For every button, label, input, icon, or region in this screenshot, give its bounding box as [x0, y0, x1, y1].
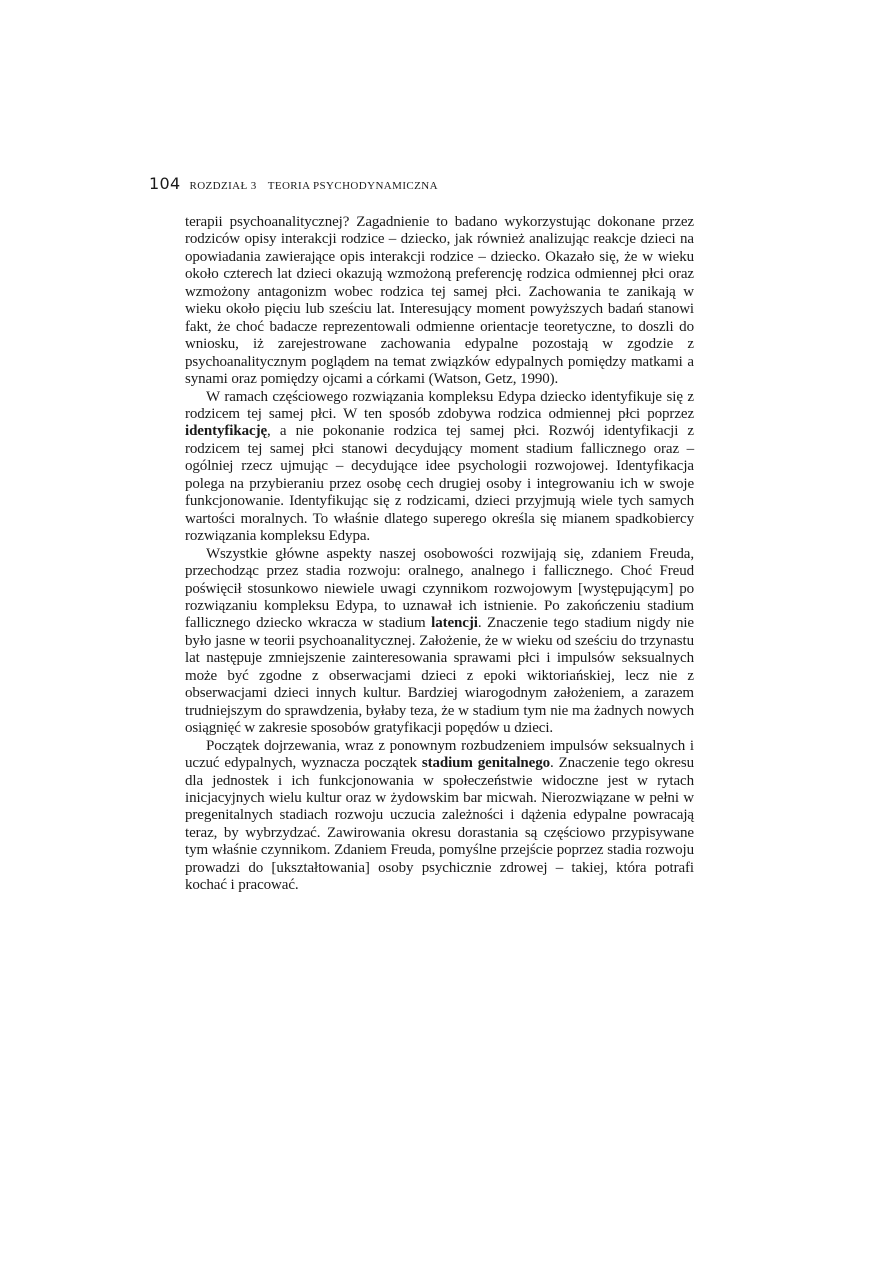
paragraph-text: W ramach częściowego rozwiązania kompleksu Edypa dziecko identyfikuje się z rodzicem tej samej płci. W ten sposób zdobywa rodzica odmiennej płci poprzez — [185, 388, 694, 422]
paragraph-4 — [185, 738, 694, 895]
paragraph-text: . Znaczenie tego okresu dla jednostek i ich funkcjonowania w społeczeństwie widoczne jest w rytach inicjacyjnych wielu kultur oraz w żydowskim bar micwah. Nierozwiązane w pełni w pregenitalnych stadiach rozwoju uczucia zależności i dążenia edypalne powracają teraz, by wybrzydzać. Zawirowania okresu dorastania są częściowo przypisywane tym właśnie czynnikom. Zdaniem Freuda, pomyślne przejście poprzez stadia rozwoju prowadzi do [ukształtowania] osoby psychicznie zdrowej – takiej, która potrafi kochać i pracować. — [185, 755, 694, 894]
running-head — [149, 174, 709, 198]
paragraph-3 — [185, 546, 694, 738]
chapter-title: TEORIA PSYCHODYNAMICZNA — [267, 180, 438, 192]
paragraph-text: , a nie pokonanie rodzica tej samej płci. Rozwój identyfikacji z rodzicem tej samej płci stanowi decydujący moment stadium fallicznego oraz – ogólniej rzecz ujmując – decydujące idee psychologii rozwojowej. Identyfikacja polega na przybieraniu przez osobę cech drugiej osoby i integrowaniu ich w swoje funkcjonowanie. Identyfikując się z rodzicami, dzieci przyjmują wiele tych samych wartości moralnych. To właśnie dlatego superego określa się mianem spadkobiercy rozwiązania kompleksu Edypa. — [185, 423, 694, 545]
paragraph-1 — [185, 214, 694, 389]
paragraph-text: terapii psychoanalitycznej? Zagadnienie to badano wykorzystując dokonane przez rodziców opisy interakcji rodzice – dziecko, jak również analizując reakcje dzieci na opowiadania zawierające opis interakcji rodzice – dziecko. Okazało się, że w wieku około czterech lat dzieci okazują wzmożoną preferencję rodzica odmiennej płci oraz wzmożony antagonizm wobec rodzica tej samej płci. Zachowania te zanikają w wieku około pięciu lub sześciu lat. Interesujący moment powyższych badań stanowi fakt, że choć badacze reprezentowali odmienne orientacje teoretyczne, to doszli do wniosku, iż zarejestrowane zachowania edypalne pozostają w zgodzie z psychoanalitycznym poglądem na temat związków edypalnych pomiędzy matkami a synami oraz pomiędzy ojcami a córkami (Watson, Getz, 1990). — [185, 214, 694, 388]
term-identyfikacja: identyfikację — [185, 423, 268, 440]
paragraph-text: Początek dojrzewania, wraz z ponownym rozbudzeniem impulsów seksualnych i uczuć edypalnych, wyznacza początek — [185, 737, 694, 772]
body-text — [185, 214, 694, 895]
chapter-label: ROZDZIAŁ 3 — [189, 180, 257, 192]
term-stadium-genitalne: stadium genitalnego — [421, 755, 550, 772]
page-number: 104 — [149, 174, 181, 193]
paragraph-text: . Znaczenie tego stadium nigdy nie było jasne w teorii psychoanalitycznej. Założenie, że w wieku od sześciu do trzynastu lat następuje zmniejszenie zainteresowania sprawami płci i impulsów seksualnych może być zgodne z obserwacjami dzieci z epoki wiktoriańskiej, lecz nie z obserwacjami dzieci innych kultur. Bardziej wiarogodnym założeniem, a zarazem trudniejszym do sprawdzenia, byłaby teza, że w stadium tym nie ma żadnych nowych osiągnięć w zakresie sposobów gratyfikacji popędów u dzieci. — [185, 615, 694, 737]
paragraph-2 — [185, 389, 694, 546]
paragraph-text: Wszystkie główne aspekty naszej osobowości rozwijają się, zdaniem Freuda, przechodząc przez stadia rozwoju: oralnego, analnego i fallicznego. Choć Freud poświęcił stosunkowo niewiele uwagi czynnikom rozwojowym [występującym] po rozwiązaniu kompleksu Edypa, to uznawał ich istnienie. Po zakończeniu stadium fallicznego dziecko wkracza w stadium — [185, 545, 694, 632]
term-latencja: latencji — [431, 615, 478, 632]
